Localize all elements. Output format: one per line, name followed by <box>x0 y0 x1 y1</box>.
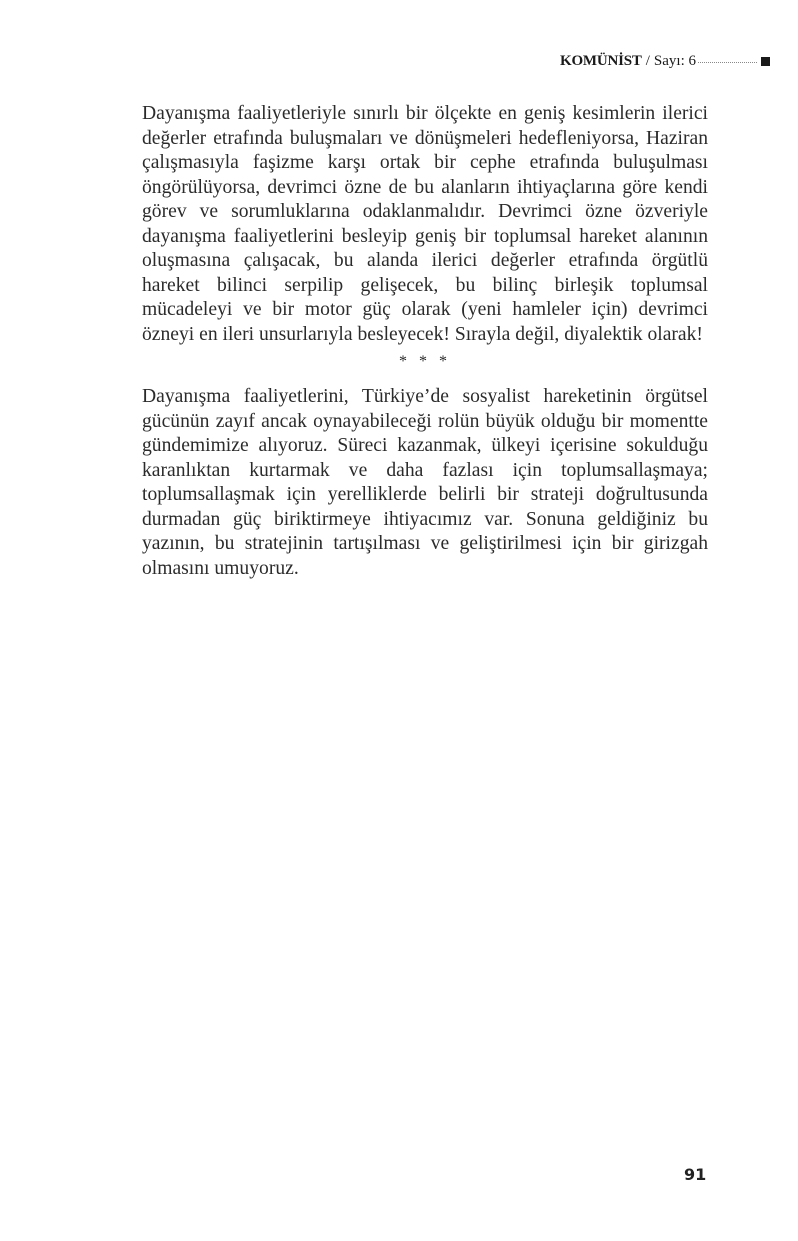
magazine-title: KOMÜNİST <box>560 52 642 69</box>
paragraph-2: Dayanışma faaliyetlerini, Türkiye’de sosyalist hareketinin örgütsel gücünün zayıf ancak oynayabileceği rolün büyük olduğu bir momentte gündemimize alıyoruz. Süreci kazanmak, ülkeyi içerisine sokulduğu karanlıktan kurtarmak ve daha fazlası için toplumsallaşmaya; toplumsallaşmak için yerelliklerde belirli bir strateji doğrultusunda durmadan güç biriktirmeye ihtiyacımız var. Sonuna geldiğiniz bu yazının, bu stratejinin tartışılması ve geliştirilmesi için bir girizgah olmasını umuyoruz. <box>142 386 708 579</box>
page-number: 91 <box>684 1165 707 1184</box>
paragraph-1: Dayanışma faaliyetleriyle sınırlı bir ölçekte en geniş kesimlerin ilerici değerler etrafında buluşmaları ve dönüşmeleri hedefleniyorsa, Haziran çalışmasıyla faşizme karşı ortak bir cephe etrafında buluşulması öngörülüyorsa, devrimci özne de bu alanların ihtiyaçlarına göre kendi görev ve sorumluklarına odaklanmalıdır. Devrimci özne özveriyle dayanışma faaliyetlerini besleyip geniş bir toplumsal hareket alanının oluşmasına çalışacak, bu alanda ilerici değerler etrafında örgütlü hareket bilinci serpilip gelişecek, bu bilinç birleşik toplumsal mücadeleyi ve bir motor güç olarak (yeni hamleler için) devrimci özneyi en ileri unsurlarıyla besleyecek! Sırayla değil, diyalektik olarak! <box>142 103 708 345</box>
header-separator: / <box>645 52 650 69</box>
issue-number: Sayı: 6 <box>653 52 697 69</box>
article-body <box>142 102 708 581</box>
running-header <box>560 50 770 72</box>
dotted-leader <box>698 62 757 63</box>
square-marker-icon <box>761 57 770 66</box>
section-break: * * * <box>399 353 451 370</box>
